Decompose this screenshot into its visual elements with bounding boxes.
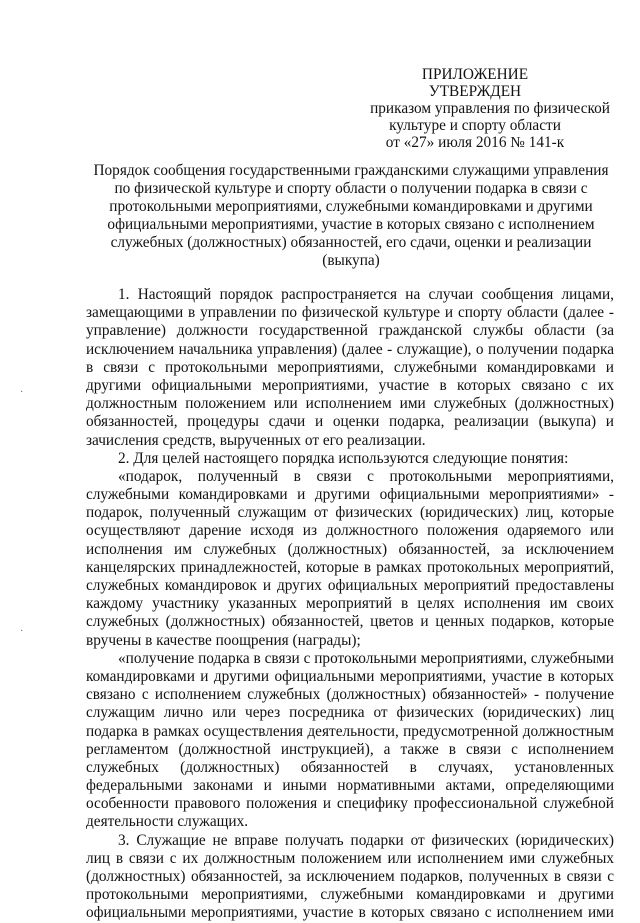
scan-mark: · xyxy=(20,387,24,398)
paragraph: 1. Настоящий порядок распространяется на случаи сообщения лицами, замещающими в управлении по физической культуре и спорту области (далее - управление) должности государственной гражданской службы области (за исключением начальника управления) (далее - служащие), о получении подарка в связи с протокольными мероприятиями, служебными командировками и другими официальными мероприятиями, участие в которых связано с их должностным положением или исполнением ими служебных (должностных) обязанностей, процедуры сдачи и оценки подарка, реализации (выкупа) и зачисления средств, вырученных от его реализации. xyxy=(86,286,614,449)
approval-stamp xyxy=(340,66,610,151)
approval-date-line: от «27» июля 2016 № 141-к xyxy=(385,134,565,151)
paragraph: «подарок, полученный в связи с протокольными мероприятиями, служебными командировками и другими официальными мероприятиями» - подарок, полученный служащим от физических (юридических) лиц, которые осуществляют дарение исходя из должностного положения одаряемого или исполнения им служебных (должностных) обязанностей, за исключением канцелярских принадлежностей, которые в рамках протокольных мероприятий, служебных командировок и других официальных мероприятий предоставлены каждому участнику указанных мероприятий в целях исполнения им своих служебных (должностных) обязанностей, цветов и ценных подарков, которые вручены в качестве поощрения (награды); xyxy=(86,467,614,649)
document-body xyxy=(86,286,614,923)
paragraph: 3. Служащие не вправе получать подарки от физических (юридических) лиц в связи с их должностным положением или исполнением ими служебных (должностных) обязанностей, за исключением подарков, полученных в связи с протокольными мероприятиями, служебными командировками и другими официальными мероприятиями, участие в которых связано с исполнением ими xyxy=(86,831,614,922)
scan-mark: · xyxy=(20,626,24,637)
appendix-label: ПРИЛОЖЕНИЕ xyxy=(421,66,529,83)
approval-order-line: приказом управления по физической xyxy=(370,100,610,117)
paragraph: «получение подарка в связи с протокольными мероприятиями, служебными командировками и другими официальными мероприятиями, участие в которых связано с исполнением служебных (должностных) обязанностей» - получение служащим лично или через посредника от физических (юридических) лиц подарка в рамках осуществления деятельности, предусмотренной должностным регламентом (должностной инструкцией), а также в связи с исполнением служебных (должностных) обязанностей в случаях, установленных федеральными законами и иными нормативными актами, определяющими особенности правового положения и специфику профессиональной служебной деятельности служащих. xyxy=(86,649,614,831)
approval-department-line: культуре и спорту области xyxy=(389,117,561,134)
paragraph: 2. Для целей настоящего порядка используются следующие понятия: xyxy=(118,449,569,467)
approved-label: УТВЕРЖДЕН xyxy=(428,83,522,100)
document-title: Порядок сообщения государственными гражданскими служащими управления по физической культуре и спорту области о получении подарка в связи с протокольными мероприятиями, служебными командировками и другими официальными мероприятиями, участие в которых связано с исполнением служебных (должностных) обязанностей, его сдачи, оценки и реализации (выкупа) xyxy=(93,162,609,269)
